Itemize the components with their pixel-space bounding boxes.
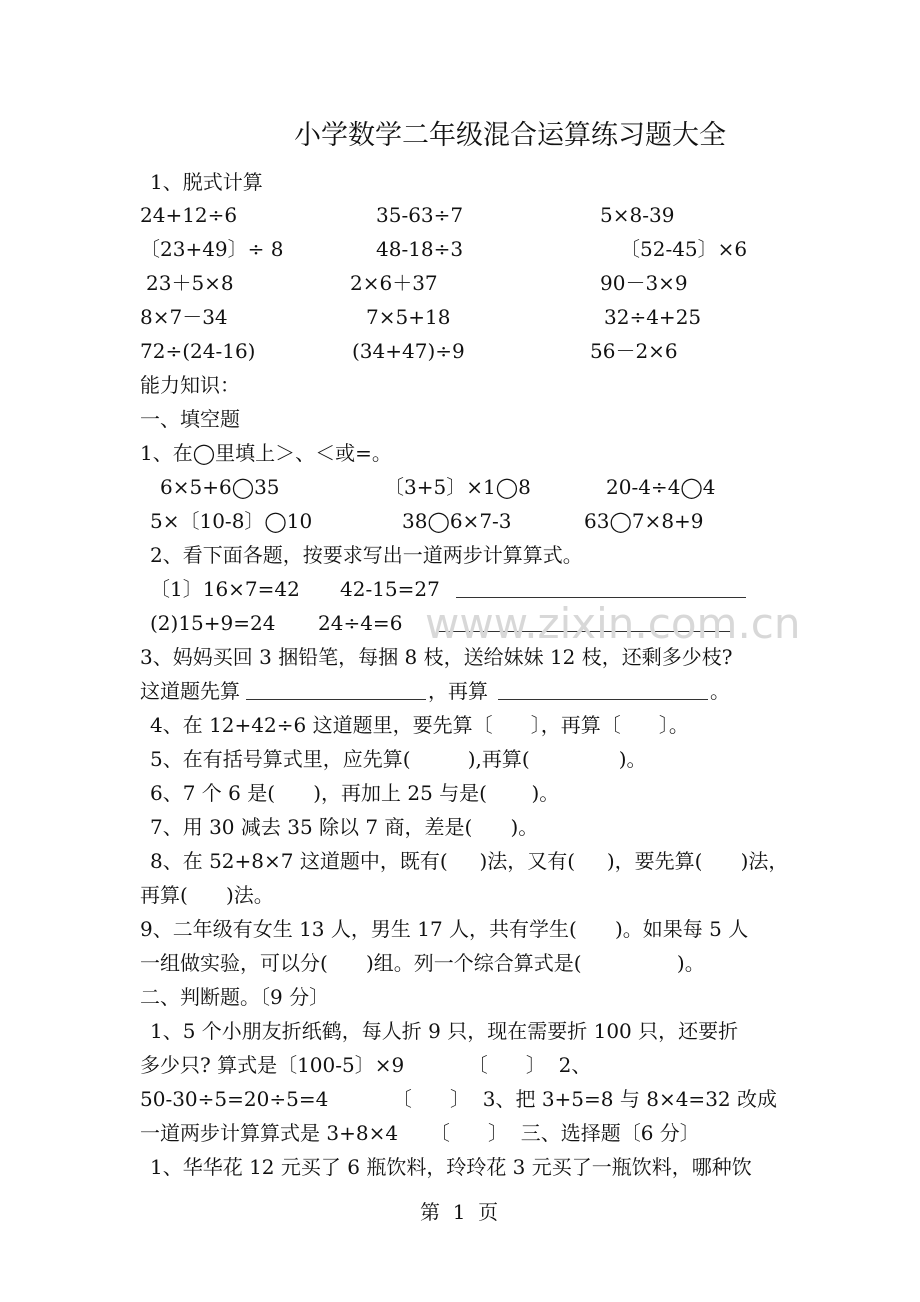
watermark: www.zixin.com.cn	[425, 599, 801, 648]
compare-2-3: 63◯7×8+9	[584, 509, 704, 533]
part2-line2: 多少只? 算式是〔100-5〕×9 〔 〕 2、	[140, 1053, 592, 1077]
compare-2-1: 5×〔10-8〕◯10	[150, 509, 313, 533]
part2-line3: 50-30÷5=20÷5=4 〔 〕 3、把 3+5=8 与 8×4=32 改成	[140, 1087, 778, 1111]
part1-q6: 6、7 个 6 是( )，再加上 25 与是( )。	[150, 781, 560, 805]
exercise-5-3: 56－2×6	[590, 339, 678, 363]
answer-blank[interactable]	[498, 699, 708, 700]
part1-q8-line2: 再算( )法。	[140, 883, 274, 907]
compare-1-2: 〔3+5〕×1◯8	[384, 475, 531, 499]
page-title: 小学数学二年级混合运算练习题大全	[294, 120, 726, 151]
part1-q1: 1、在◯里填上＞、＜或=。	[140, 441, 392, 465]
answer-blank[interactable]	[456, 597, 746, 598]
q2-row1-b: 42-15=27	[340, 577, 440, 601]
exercise-2-3: 〔52-45〕×6	[620, 237, 748, 261]
exercise-2-2: 48-18÷3	[376, 237, 464, 261]
part1-q2: 2、看下面各题，按要求写出一道两步计算算式。	[150, 543, 583, 567]
exercise-2-1: 〔23+49〕÷ 8	[140, 237, 284, 261]
part2-heading: 二、判断题。〔9 分〕	[140, 985, 330, 1009]
part3-line1: 1、华华花 12 元买了 6 瓶饮料，玲玲花 3 元买了一瓶饮料，哪种饮	[150, 1155, 752, 1179]
exercise-3-2: 2×6＋37	[350, 271, 438, 295]
page-number: 第 1 页	[420, 1200, 499, 1224]
exercise-1-1: 24+12÷6	[140, 203, 238, 227]
part2-line4: 一道两步计算算式是 3+8×4 〔 〕 三、选择题〔6 分〕	[140, 1121, 700, 1145]
part2-line1: 1、5 个小朋友折纸鹤，每人折 9 只，现在需要折 100 只，还要折	[150, 1019, 739, 1043]
part1-q3-line1: 3、妈妈买回 3 捆铅笔，每捆 8 枝，送给妹妹 12 枝，还剩多少枝?	[140, 645, 733, 669]
part1-q8-line1: 8、在 52+8×7 这道题中，既有( )法，又有( )，要先算( )法，	[150, 849, 789, 873]
exercise-1-3: 5×8-39	[600, 203, 675, 227]
exercise-1-2: 35-63÷7	[376, 203, 464, 227]
compare-1-3: 20-4÷4◯4	[606, 475, 716, 499]
part1-q5: 5、在有括号算式里，应先算( ),再算( )。	[150, 747, 647, 771]
part1-heading: 一、填空题	[140, 407, 240, 431]
compare-2-2: 38◯6×7-3	[402, 509, 512, 533]
compare-1-1: 6×5+6◯35	[160, 475, 280, 499]
exercise-4-1: 8×7－34	[140, 305, 228, 329]
exercise-4-3: 32÷4+25	[604, 305, 702, 329]
exercise-3-3: 90－3×9	[600, 271, 688, 295]
part1-q9-line1: 9、二年级有女生 13 人，男生 17 人，共有学生( )。如果每 5 人	[140, 917, 749, 941]
part1-q3-label-b: ，再算	[428, 679, 488, 703]
ability-heading: 能力知识：	[140, 373, 240, 397]
exercise-5-2: (34+47)÷9	[352, 339, 465, 363]
part1-q7: 7、用 30 减去 35 除以 7 商，差是( )。	[150, 815, 539, 839]
part1-q3-label-a: 这道题先算	[140, 679, 240, 703]
part1-q9-line2: 一组做实验，可以分( )组。列一个综合算式是( )。	[140, 951, 705, 975]
q2-row2-b: 24÷4=6	[318, 611, 403, 635]
section1-heading: 1、脱式计算	[150, 170, 263, 194]
part1-q4: 4、在 12+42÷6 这道题里，要先算〔 〕，再算〔 〕。	[150, 713, 689, 737]
q2-row2-a: (2)15+9=24	[150, 611, 276, 635]
q2-row1-a: 〔1〕16×7=42	[150, 577, 300, 601]
part1-q3-label-c: 。	[710, 679, 730, 703]
exercise-4-2: 7×5+18	[366, 305, 451, 329]
exercise-3-1: 23＋5×8	[146, 271, 234, 295]
answer-blank[interactable]	[246, 699, 426, 700]
exercise-5-1: 72÷(24-16)	[140, 339, 256, 363]
